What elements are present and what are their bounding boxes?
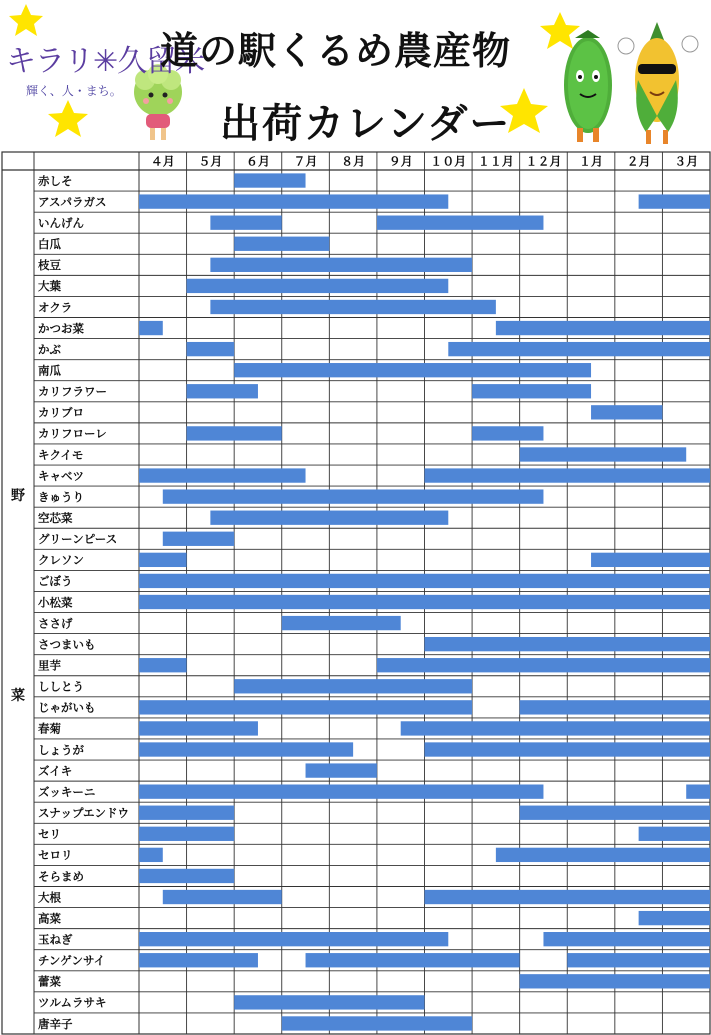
shipping-period-bar xyxy=(520,806,710,820)
shipping-period-bar xyxy=(139,932,448,946)
shipping-period-bar xyxy=(139,321,163,335)
shipping-period-bar xyxy=(187,279,449,293)
shipping-period-bar xyxy=(425,637,711,651)
month-tick-label: ５月 xyxy=(198,154,223,169)
vegetable-row-label: 赤しそ xyxy=(38,173,73,188)
shipping-period-bar xyxy=(139,194,448,208)
shipping-period-bar xyxy=(639,827,710,841)
shipping-period-bar xyxy=(472,384,591,398)
vegetable-row-label: キクイモ xyxy=(38,447,84,462)
vegetable-row-label: 玉ねぎ xyxy=(38,932,73,947)
logo-text: キラリ✳久留米 xyxy=(6,45,205,78)
shipping-period-bar xyxy=(234,363,591,377)
shipping-period-bar xyxy=(639,911,710,925)
shipping-period-bar xyxy=(139,553,187,567)
vegetable-row-label: さつまいも xyxy=(38,637,96,652)
shipping-period-bar xyxy=(187,426,282,440)
category-label: 野 xyxy=(11,488,25,504)
shipping-period-bar xyxy=(496,848,710,862)
shipping-period-bar xyxy=(234,995,424,1009)
vegetable-row-label: 空芯菜 xyxy=(38,511,73,526)
shipping-period-bar xyxy=(139,806,234,820)
shipping-period-bar xyxy=(234,679,472,693)
month-tick-label: ８月 xyxy=(341,154,366,169)
shipping-period-bar xyxy=(282,1016,472,1030)
vegetable-row-label: 唐辛子 xyxy=(38,1016,73,1031)
shipping-period-bar xyxy=(567,953,710,967)
month-tick-label: ７月 xyxy=(293,154,318,169)
vegetable-row-label: アスパラガス xyxy=(38,194,107,209)
vegetable-row-label: チンゲンサイ xyxy=(38,953,106,968)
logo-subtitle: 輝く、人・まち。 xyxy=(26,84,122,98)
vegetable-row-label: カリブロ xyxy=(38,405,84,420)
vegetable-row-label: じゃがいも xyxy=(38,700,96,715)
shipping-period-bar xyxy=(425,742,711,756)
month-tick-label: ２月 xyxy=(626,154,651,169)
vegetable-row-label: ししとう xyxy=(38,679,84,694)
vegetable-row-label: カリフローレ xyxy=(38,426,107,441)
shipping-period-bar xyxy=(377,216,544,230)
shipping-period-bar xyxy=(139,468,306,482)
vegetable-row-label: クレソン xyxy=(38,553,84,568)
vegetable-row-label: オクラ xyxy=(38,300,73,315)
shipping-period-bar xyxy=(520,447,687,461)
category-label: 菜 xyxy=(11,688,25,704)
shipping-period-bar xyxy=(139,848,163,862)
shipping-period-bar xyxy=(139,742,353,756)
shipping-period-bar xyxy=(139,658,187,672)
shipping-period-bar xyxy=(210,258,472,272)
shipping-period-bar xyxy=(163,489,544,503)
vegetable-row-label: グリーンピース xyxy=(38,532,118,547)
shipping-period-bar xyxy=(210,216,281,230)
shipping-period-bar xyxy=(448,342,710,356)
vegetable-row-label: 蕾菜 xyxy=(38,974,61,989)
shipping-period-bar xyxy=(139,784,543,798)
shipping-period-bar xyxy=(210,511,448,525)
vegetable-row-label: ズッキーニ xyxy=(38,784,96,799)
shipping-period-bar xyxy=(234,173,305,187)
page-subtitle: 出荷カレンダー xyxy=(220,101,512,147)
shipping-period-bar xyxy=(282,616,401,630)
vegetable-row-label: カリフラワー xyxy=(38,384,107,399)
vegetable-row-label: セリ xyxy=(38,827,61,842)
vegetable-row-label: ズイキ xyxy=(38,763,73,778)
shipping-period-bar xyxy=(425,468,711,482)
shipping-period-bar xyxy=(520,700,710,714)
month-tick-label: ４月 xyxy=(150,154,175,169)
shipping-period-bar xyxy=(139,700,472,714)
vegetable-row-label: キャベツ xyxy=(38,468,84,483)
month-tick-label: １０月 xyxy=(430,154,467,169)
shipping-period-bar xyxy=(210,300,496,314)
shipping-period-bar xyxy=(686,784,710,798)
vegetable-row-label: セロリ xyxy=(38,848,73,863)
vegetable-row-label: ツルムラサキ xyxy=(38,995,107,1010)
vegetable-row-label: 春菊 xyxy=(38,721,61,736)
vegetable-row-label: ごぼう xyxy=(38,574,73,589)
shipping-period-bar xyxy=(187,342,235,356)
vegetable-row-label: かぶ xyxy=(38,342,61,357)
shipping-period-bar xyxy=(639,194,710,208)
month-tick-label: ６月 xyxy=(245,154,270,169)
shipping-period-bar xyxy=(425,890,711,904)
page-title: 道の駅くるめ農産物 xyxy=(160,29,512,73)
shipping-period-bar xyxy=(187,384,258,398)
shipping-period-bar xyxy=(139,827,234,841)
shipping-period-bar xyxy=(520,974,710,988)
month-tick-label: １２月 xyxy=(525,154,562,169)
shipping-period-bar xyxy=(591,553,710,567)
vegetable-row-label: 里芋 xyxy=(38,658,61,673)
shipping-period-bar xyxy=(139,595,710,609)
shipping-period-bar xyxy=(306,953,520,967)
shipping-period-bar xyxy=(139,721,258,735)
vegetable-row-label: 小松菜 xyxy=(38,595,73,610)
vegetable-row-label: 高菜 xyxy=(38,911,61,926)
shipping-period-bar xyxy=(163,890,282,904)
vegetable-row-label: 白瓜 xyxy=(38,237,61,252)
shipping-period-bar xyxy=(543,932,710,946)
month-tick-label: １月 xyxy=(579,154,604,169)
shipping-period-bar xyxy=(139,869,234,883)
shipping-period-bar xyxy=(139,574,710,588)
vegetable-row-label: 南瓜 xyxy=(38,363,61,378)
shipping-period-bar xyxy=(591,405,662,419)
vegetable-row-label: 枝豆 xyxy=(38,258,61,273)
shipping-period-bar xyxy=(234,237,329,251)
vegetable-row-label: そらまめ xyxy=(38,869,84,884)
shipping-period-bar xyxy=(377,658,710,672)
shipping-period-bar xyxy=(401,721,710,735)
shipping-period-bar xyxy=(306,763,377,777)
vegetable-row-label: 大根 xyxy=(38,890,61,905)
vegetable-row-label: かつお菜 xyxy=(38,321,84,336)
shipping-period-bar xyxy=(472,426,543,440)
vegetable-row-label: 大葉 xyxy=(38,279,61,294)
vegetable-row-label: しょうが xyxy=(38,742,84,757)
shipping-period-bar xyxy=(139,953,258,967)
vegetable-row-label: きゅうり xyxy=(38,489,84,504)
shipping-period-bar xyxy=(163,532,234,546)
month-tick-label: １１月 xyxy=(477,154,514,169)
vegetable-row-label: スナップエンドウ xyxy=(38,806,129,821)
shipping-period-bar xyxy=(496,321,710,335)
month-tick-label: ９月 xyxy=(388,154,413,169)
vegetable-row-label: ささげ xyxy=(38,616,73,631)
month-tick-label: ３月 xyxy=(674,154,699,169)
vegetable-row-label: いんげん xyxy=(38,215,84,230)
